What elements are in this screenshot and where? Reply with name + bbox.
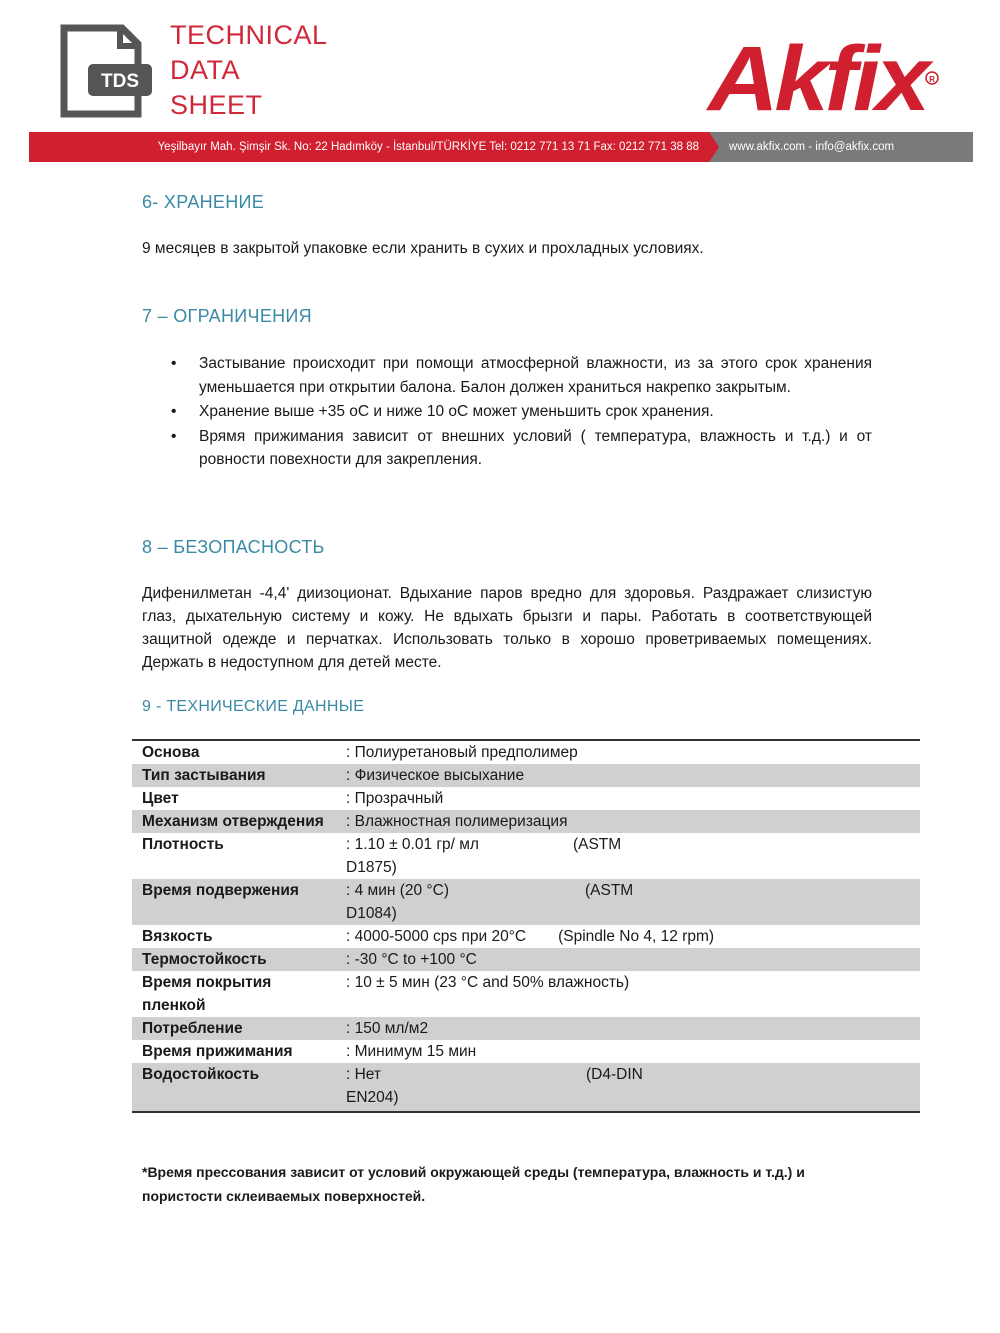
- tds-icon-label: TDS: [101, 71, 139, 92]
- row-key: Вязкость: [142, 928, 213, 945]
- row-value: : 4 мин (20 °C) (ASTM D1084): [346, 882, 634, 922]
- address-text: Yeşilbayır Mah. Şimşir Sk. No: 22 Hadımköy - İstanbul/TÜRKİYE Tel: 0212 771 13 71 Fax: 0212 771 38 88: [29, 132, 709, 162]
- row-key: Механизм отверждения: [142, 813, 324, 830]
- table-row: [132, 741, 920, 764]
- row-note: (ASTM D1084): [346, 882, 634, 922]
- section-7-list: [142, 352, 872, 473]
- table-row: [132, 1017, 920, 1040]
- header-contact-bar: [29, 132, 973, 162]
- row-value: : Физическое высыхание: [346, 767, 525, 784]
- list-item: • Застывание происходит при помощи атмосферной влажности, из за этого срок хранения уменьшается при открытии балона. Балон должен храниться накрепко закрытым.: [142, 352, 872, 399]
- bullet-icon: •: [171, 355, 177, 372]
- table-row: [132, 787, 920, 810]
- row-value: : Нет (D4-DIN EN204): [346, 1066, 643, 1106]
- table-row: [132, 948, 920, 971]
- row-value: : 150 мл/м2: [346, 1020, 429, 1037]
- table-row: [132, 971, 920, 1017]
- row-key: Водостойкость: [142, 1066, 260, 1083]
- section-7-heading: 7 – ОГРАНИЧЕНИЯ: [142, 306, 312, 326]
- document-title: [170, 18, 328, 123]
- row-key: Время покрытия пленкой: [142, 974, 272, 1014]
- section-6-heading: 6- ХРАНЕНИЕ: [142, 192, 265, 212]
- footnote: *Время прессования зависит от условий окружающей среды (температура, влажность и т.д.) и пористости склеиваемых поверхностей.: [142, 1164, 805, 1204]
- bullet-icon: •: [171, 403, 177, 420]
- title-line-2: DATA: [170, 55, 241, 85]
- table-row: [132, 810, 920, 833]
- bar-chevron: [709, 132, 719, 162]
- row-value: : -30 °C to +100 °C: [346, 951, 477, 968]
- list-item: • Хранение выше +35 оС и ниже 10 оС может уменьшить срок хранения.: [142, 400, 872, 424]
- row-note: (ASTM D1875): [346, 836, 622, 876]
- table-row: [132, 1040, 920, 1063]
- technical-data-table: [132, 739, 920, 1113]
- section-8-text: Дифенилметан -4,4' диизоционат. Вдыхание паров вредно для здоровья. Раздражает слизистую глаз, дыхательную систему и кожу. Не вдыхать брызги и пары. Работать в соответствующей защитной одежде и перчатках. Использовать только в хорошо проветриваемых помещениях. Держать в недоступном для детей месте.: [142, 585, 872, 671]
- row-key: Основа: [142, 744, 200, 761]
- list-item: • Врямя прижимания зависит от внешних условий ( температура, влажность и т.д.) и от ровности повехности для закрепления.: [142, 425, 872, 472]
- section-8-heading: 8 – БЕЗОПАСНОСТЬ: [142, 537, 325, 557]
- row-key: Потребление: [142, 1020, 243, 1037]
- row-value: : Полиуретановый предполимер: [346, 744, 578, 761]
- table-row: [132, 833, 920, 879]
- table-row: [132, 764, 920, 787]
- contact-text: www.akfix.com - info@akfix.com: [719, 132, 973, 162]
- row-value: : 10 ± 5 мин (23 °C and 50% влажность): [346, 974, 630, 991]
- bullet-icon: •: [171, 427, 177, 445]
- table-row: [132, 925, 920, 948]
- title-line-3: SHEET: [170, 90, 263, 120]
- section-6-text: 9 месяцев в закрытой упаковке если хранить в сухих и прохладных условиях.: [142, 240, 704, 257]
- row-value: : 1.10 ± 0.01 гр/ мл (ASTM D1875): [346, 836, 622, 876]
- tds-document-icon: [60, 24, 156, 118]
- row-value: : Минимум 15 мин: [346, 1043, 477, 1060]
- row-value: : Влажностная полимеризация: [346, 813, 568, 830]
- row-key: Цвет: [142, 790, 179, 807]
- table-row: [132, 1063, 920, 1111]
- row-note: (Spindle No 4, 12 rpm): [558, 928, 715, 945]
- row-key: Время прижимания: [142, 1043, 293, 1060]
- row-key: Плотность: [142, 836, 224, 853]
- logo-text: Akfix: [706, 28, 935, 118]
- akfix-logo: [706, 26, 942, 118]
- row-key: Термостойкость: [142, 951, 267, 968]
- title-line-1: TECHNICAL: [170, 20, 328, 50]
- table-row: [132, 879, 920, 925]
- svg-text:R: R: [929, 75, 935, 84]
- row-value: : Прозрачный: [346, 790, 444, 807]
- row-note: (D4-DIN EN204): [346, 1066, 643, 1106]
- section-9-heading: 9 - ТЕХНИЧЕСКИЕ ДАННЫЕ: [142, 698, 365, 715]
- row-key: Тип застывания: [142, 767, 266, 784]
- row-value: : 4000-5000 cps при 20°C (Spindle No 4, 12 rpm): [346, 928, 715, 945]
- row-key: Время подвержения: [142, 882, 299, 899]
